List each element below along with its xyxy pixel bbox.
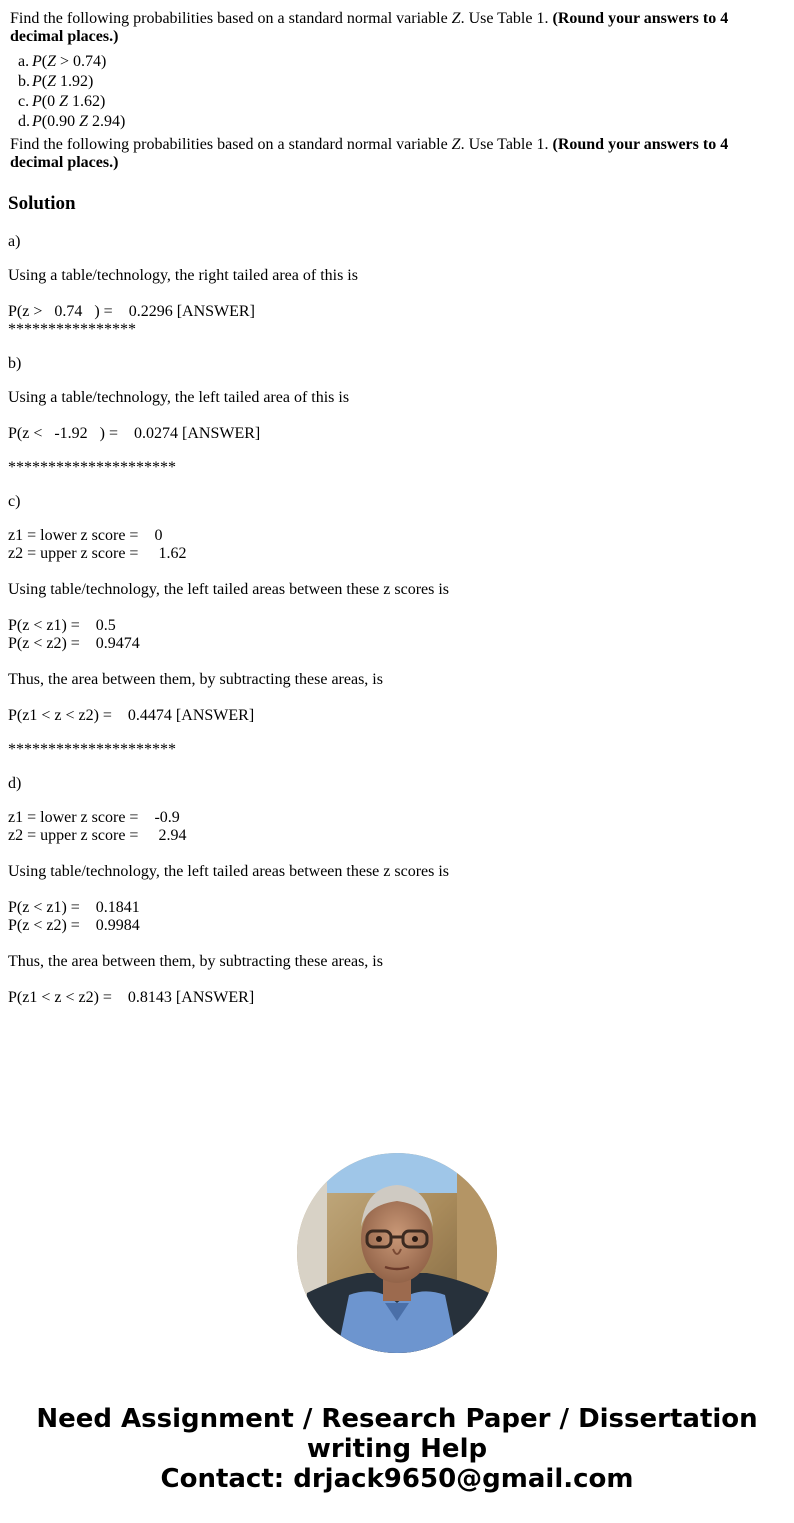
solution-line: z2 = upper z score = 2.94 [8, 827, 187, 844]
solution-line: z1 = lower z score = 0 [8, 527, 163, 544]
promo-banner [0, 1404, 794, 1494]
solution-line: c) [8, 493, 21, 510]
solution-line: b) [8, 355, 22, 372]
question-text [10, 10, 780, 46]
question-part: d. P(0.90 Z 2.94) [18, 113, 126, 130]
author-avatar [297, 1153, 497, 1353]
solution-line: Thus, the area between them, by subtracting these areas, is [8, 671, 383, 688]
solution-separator: ********************* [8, 459, 176, 476]
solution-heading: Solution [8, 193, 76, 214]
solution-line: P(z < z2) = 0.9474 [8, 635, 140, 652]
solution-line: d) [8, 775, 22, 792]
question-parts-list [18, 52, 125, 132]
question-mid: . Use Table 1. [460, 10, 553, 27]
solution-line: P(z < z1) = 0.5 [8, 617, 116, 634]
solution-answer: P(z < -1.92 ) = 0.0274 [ANSWER] [8, 425, 261, 442]
solution-line: P(z < z2) = 0.9984 [8, 917, 140, 934]
solution-line: Using a table/technology, the right tailed area of this is [8, 267, 358, 284]
question-part: a. P(Z > 0.74) [18, 53, 107, 70]
solution-line: a) [8, 233, 21, 250]
solution-separator: ********************* [8, 741, 176, 758]
solution-separator: **************** [8, 321, 136, 338]
question-intro: Find the following probabilities based on a standard normal variable [10, 10, 452, 27]
question-variable: Z [451, 10, 461, 27]
question-part: c. P(0 Z 1.62) [18, 93, 106, 110]
promo-line: writing Help [306, 1434, 488, 1464]
promo-contact: Contact: drjack9650@gmail.com [160, 1464, 634, 1494]
question-part: b. P(Z 1.92) [18, 73, 94, 90]
question-round-note: (Round your answers to 4 decimal places.) [10, 10, 729, 45]
solution-answer: P(z > 0.74 ) = 0.2296 [ANSWER] [8, 303, 255, 320]
question-text-repeat: Find the following probabilities based on a standard normal variable Z. Use Table 1. (Round your answers to 4 decimal places.) [10, 136, 729, 171]
solution-answer: P(z1 < z < z2) = 0.8143 [ANSWER] [8, 989, 255, 1006]
solution-line: z1 = lower z score = -0.9 [8, 809, 180, 826]
solution-line: Using table/technology, the left tailed areas between these z scores is [8, 581, 450, 598]
solution-answer: P(z1 < z < z2) = 0.4474 [ANSWER] [8, 707, 255, 724]
solution-line: P(z < z1) = 0.1841 [8, 899, 140, 916]
solution-line: Using table/technology, the left tailed areas between these z scores is [8, 863, 450, 880]
author-portrait-icon [297, 1153, 497, 1353]
promo-line: Need Assignment / Research Paper / Dissertation [36, 1404, 758, 1434]
solution-line: z2 = upper z score = 1.62 [8, 545, 187, 562]
solution-line: Thus, the area between them, by subtracting these areas, is [8, 953, 383, 970]
solution-line: Using a table/technology, the left tailed area of this is [8, 389, 350, 406]
